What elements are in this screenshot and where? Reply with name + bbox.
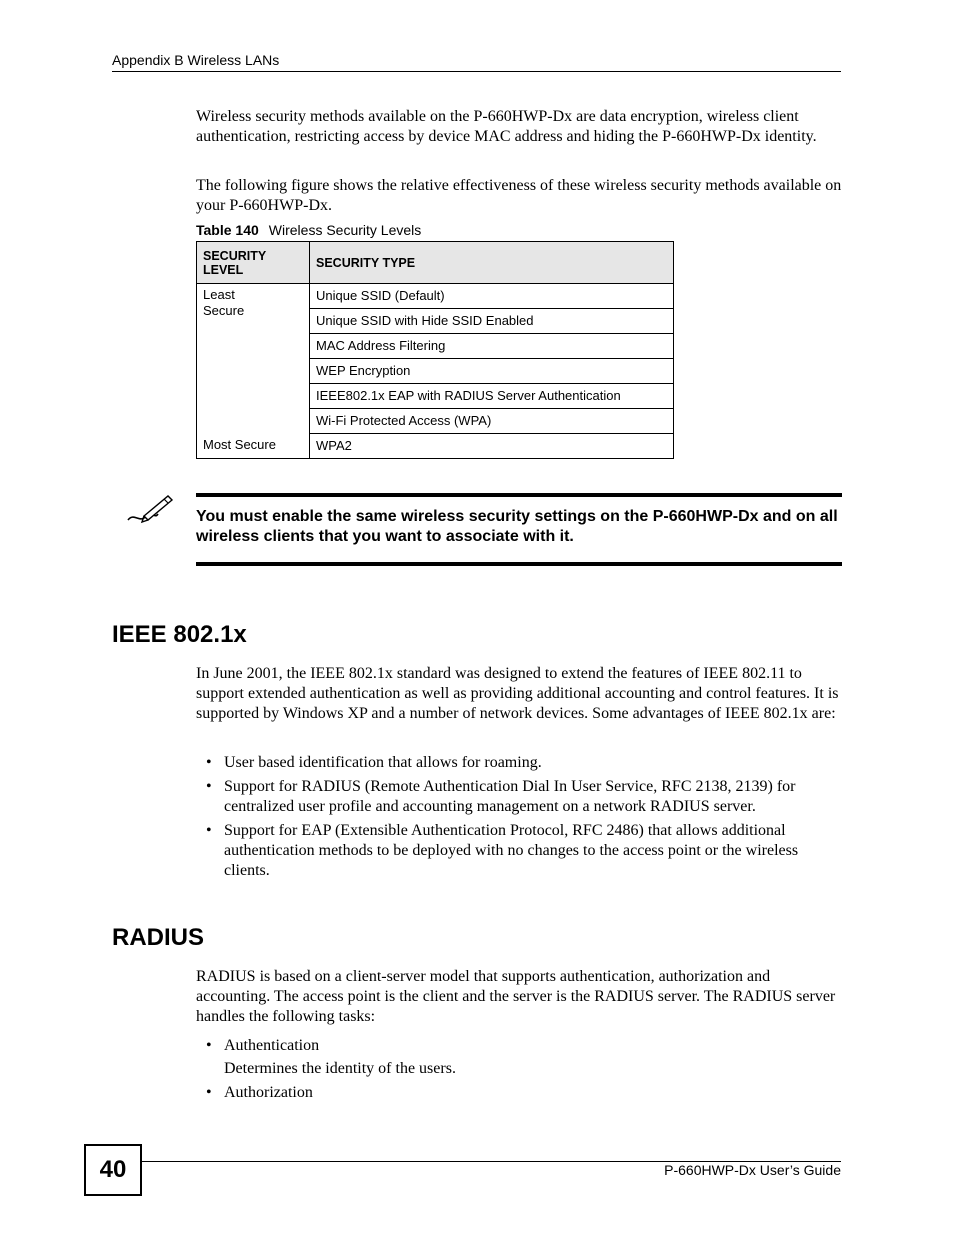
security-type-cell: MAC Address Filtering bbox=[310, 334, 674, 359]
security-type-cell: Unique SSID (Default) bbox=[310, 284, 674, 309]
heading-radius: RADIUS bbox=[112, 924, 205, 951]
security-type-cell: Wi-Fi Protected Access (WPA) bbox=[310, 409, 674, 434]
level-least-secure: Least Secure bbox=[203, 287, 245, 318]
page-number: 40 bbox=[84, 1144, 142, 1196]
table-row bbox=[197, 284, 674, 309]
note-rule-bottom bbox=[196, 562, 842, 566]
radius-paragraph: RADIUS is based on a client-server model that supports authentication, authorization and accounting. The access point is the client and the server is the RADIUS server. The RADIUS server handles the following tasks: bbox=[196, 968, 836, 1025]
security-type-cell: IEEE802.1x EAP with RADIUS Server Authentication bbox=[310, 384, 674, 409]
running-header: Appendix B Wireless LANs bbox=[112, 52, 280, 68]
list-item: • Authorization bbox=[206, 1084, 313, 1101]
intro-paragraph-1: Wireless security methods available on the P-660HWP-Dx are data encryption, wireless client authentication, restricting access by device MAC address and hiding the P-660HWP-Dx identity. bbox=[196, 108, 817, 145]
security-type-cell: Unique SSID with Hide SSID Enabled bbox=[310, 309, 674, 334]
table-caption-number: Table 140 bbox=[196, 222, 259, 238]
ieee-paragraph: In June 2001, the IEEE 802.1x standard was designed to extend the features of IEEE 802.11 to support extended authentication as well as providing additional accounting and control features. It is supported by Windows XP and a number of network devices. Some advantages of IEEE 802.1x are: bbox=[196, 665, 839, 722]
security-level-scale bbox=[197, 284, 310, 459]
footer-guide-title: P-660HWP-Dx User’s Guide bbox=[664, 1162, 841, 1178]
intro-paragraph-2: The following figure shows the relative effectiveness of these wireless security methods available on your P-660HWP-Dx. bbox=[196, 177, 842, 214]
note-rule-top bbox=[196, 493, 842, 497]
table-header-row bbox=[197, 242, 674, 284]
security-levels-table bbox=[196, 241, 674, 459]
header-security-level: SECURITY LEVEL bbox=[197, 242, 310, 284]
table-caption bbox=[196, 222, 421, 238]
list-item: • Authentication Determines the identity of the users. bbox=[196, 1036, 842, 1079]
list-item: • Support for RADIUS (Remote Authentication Dial In User Service, RFC 2138, 2139) for centralized user profile and accounting management on a network RADIUS server. bbox=[206, 778, 796, 815]
list-item: • User based identification that allows for roaming. bbox=[206, 754, 542, 771]
list-item-description: Determines the identity of the users. bbox=[224, 1060, 456, 1077]
heading-ieee-8021x: IEEE 802.1x bbox=[112, 621, 247, 648]
ieee-advantages-list bbox=[196, 753, 842, 885]
security-type-cell: WPA2 bbox=[310, 434, 674, 459]
list-item: • Support for EAP (Extensible Authentication Protocol, RFC 2486) that allows additional authentication methods to be deployed with no changes to the access point or the wireless clients. bbox=[206, 822, 799, 879]
header-divider bbox=[112, 71, 841, 72]
note-text: You must enable the same wireless security settings on the P-660HWP-Dx and on all wireless clients that you want to associate with it. bbox=[196, 508, 838, 545]
pencil-note-icon bbox=[124, 490, 174, 530]
level-most-secure: Most Secure bbox=[203, 437, 276, 452]
header-security-type: SECURITY TYPE bbox=[310, 242, 674, 284]
table-caption-title: Wireless Security Levels bbox=[268, 222, 422, 238]
security-type-cell: WEP Encryption bbox=[310, 359, 674, 384]
radius-tasks-list bbox=[196, 1036, 842, 1107]
